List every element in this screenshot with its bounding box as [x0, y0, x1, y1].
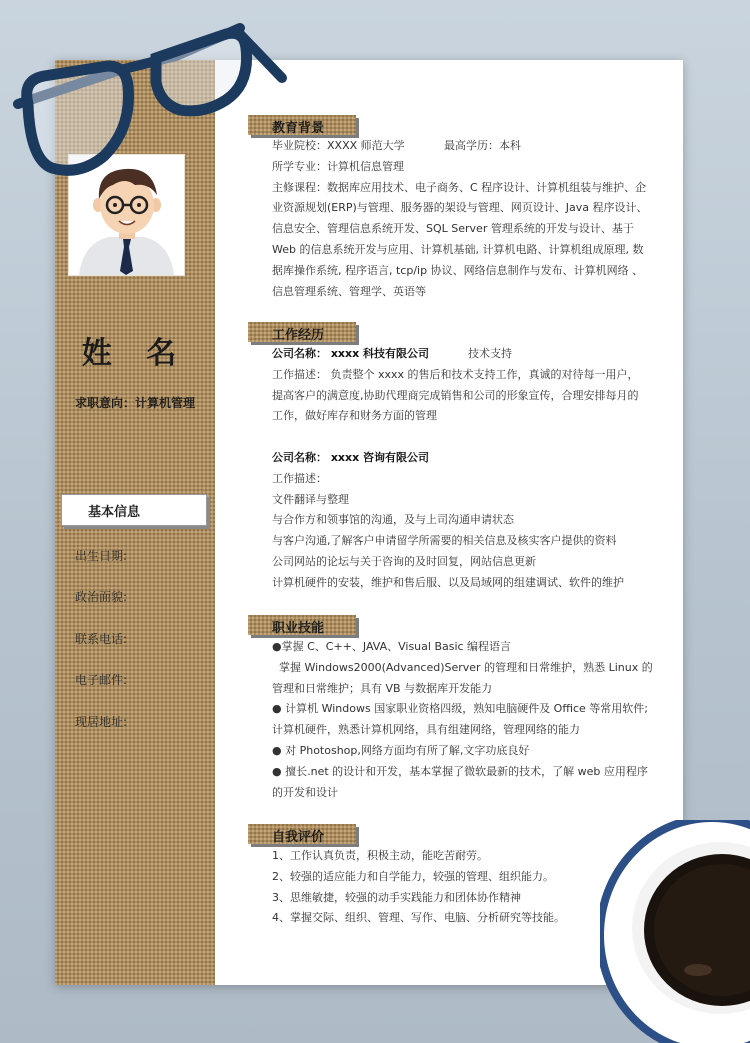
skill-line: ● 计算机 Windows 国家职业资格四级，熟知电脑硬件及 Office 等常用软件; [272, 702, 648, 716]
course-line: 信息管理系统、管理学、英语等 [272, 284, 426, 298]
skill-line: 管理和日常维护；具有 VB 与数据库开发能力 [272, 681, 493, 695]
skill-line: 的开发和设计 [272, 785, 338, 799]
course-line: 据库操作系统, 程序语言, tcp/ip 协议、网络信息制作与发布、计算机网络 、 [272, 263, 644, 277]
course-line: Web 的信息系统开发与应用、计算机基础, 计算机电路、计算机组成原理, 数 [272, 242, 644, 256]
email-label: 电子邮件: [75, 673, 128, 687]
skill-line: ● 对 Photoshop,网络方面均有所了解,文字功底良好 [272, 743, 530, 757]
resume-page [55, 60, 683, 985]
skills-content [272, 637, 672, 803]
job2-desc-line: 文件翻译与整理 [272, 492, 349, 506]
job2-company: 公司名称： xxxx 咨询有限公司 [272, 450, 430, 464]
job2-desc-line: 计算机硬件的安装，维护和售后服、以及局域网的组建调试、软件的维护 [272, 575, 624, 589]
job2-desc-line: 工作描述： [272, 471, 327, 485]
address-label: 现居地址: [75, 715, 128, 729]
self-eval-section-header [248, 824, 356, 844]
school-line: 毕业院校：XXXX 师范大学 [272, 139, 405, 152]
job1-role: 技术支持 [468, 347, 512, 360]
job1-desc-line: 提高客户的满意度,协助代理商完成销售和公司的形象宣传，合理安排每月的 [272, 388, 639, 402]
sidebar [55, 60, 215, 985]
skill-line: ●掌握 C、C++、JAVA、Visual Basic 编程语言 [272, 640, 512, 653]
job2-desc-line: 与客户沟通,了解客户申请留学所需要的相关信息及核实客户提供的资料 [272, 534, 617, 548]
skill-line: 掌握 Windows2000(Advanced)Server 的管理和日常维护，熟悉 Linux 的 [272, 660, 653, 674]
job1-company: 公司名称： xxxx 科技有限公司 [272, 347, 430, 360]
course-line: 主修课程：数据库应用技术、电子商务、C 程序设计、计算机组装与维护、企 [272, 180, 647, 194]
self-eval-title: 自我评价 [272, 830, 325, 845]
skill-line: ● 擅长.net 的设计和开发，基本掌握了微软最新的技术，了解 web 应用程序 [272, 764, 648, 778]
job1-desc-line: 工作描述： 负责整个 xxxx 的售后和技术支持工作，真诚的对待每一用户， [272, 367, 639, 381]
political-status-label: 政治面貌: [75, 590, 128, 604]
phone-label: 联系电话: [75, 632, 128, 646]
work-content [272, 344, 672, 594]
job-objective: 求职意向：计算机管理 [74, 396, 195, 410]
education-title: 教育背景 [272, 121, 325, 136]
basic-info-header [61, 494, 207, 526]
skills-section-header [248, 615, 356, 635]
work-section-header [248, 322, 356, 342]
degree-line: 最高学历：本科 [444, 139, 521, 152]
job2-desc-line: 与合作方和领事馆的沟通，及与上司沟通申请状态 [272, 513, 514, 527]
self-eval-line: 4、掌握交际、组织、管理、写作、电脑、分析研究等技能。 [272, 911, 565, 925]
birth-date-label: 出生日期: [75, 549, 128, 563]
basic-info-title: 基本信息 [88, 505, 141, 520]
course-line: 业资源规划(ERP)与管理、服务器的架设与管理、网页设计、Java 程序设计、 [272, 201, 648, 215]
glasses-decoration-icon [0, 0, 300, 190]
major-line: 所学专业：计算机信息管理 [272, 159, 404, 173]
coffee-cup-decoration-icon [600, 820, 750, 1043]
course-line: 信息安全、管理信息系统开发、SQL Server 管理系统的开发与设计、基于 [272, 222, 634, 236]
job1-desc-line: 工作，做好库存和财务方面的管理 [272, 409, 437, 423]
job2-desc-line: 公司网站的论坛与关于咨询的及时回复，网站信息更新 [272, 554, 536, 568]
self-eval-line: 3、思维敏捷，较强的动手实践能力和团体协作精神 [272, 890, 521, 904]
candidate-name: 姓 名 [81, 336, 189, 371]
self-eval-line: 1、工作认真负责，积极主动，能吃苦耐劳。 [272, 849, 488, 862]
self-eval-line: 2、较强的适应能力和自学能力，较强的管理、组织能力。 [272, 869, 554, 883]
skills-title: 职业技能 [272, 621, 325, 636]
work-title: 工作经历 [272, 328, 325, 343]
education-content [272, 136, 672, 302]
skill-line: 计算机硬件，熟悉计算机网络，具有组建网络，管理网络的能力 [272, 723, 580, 737]
